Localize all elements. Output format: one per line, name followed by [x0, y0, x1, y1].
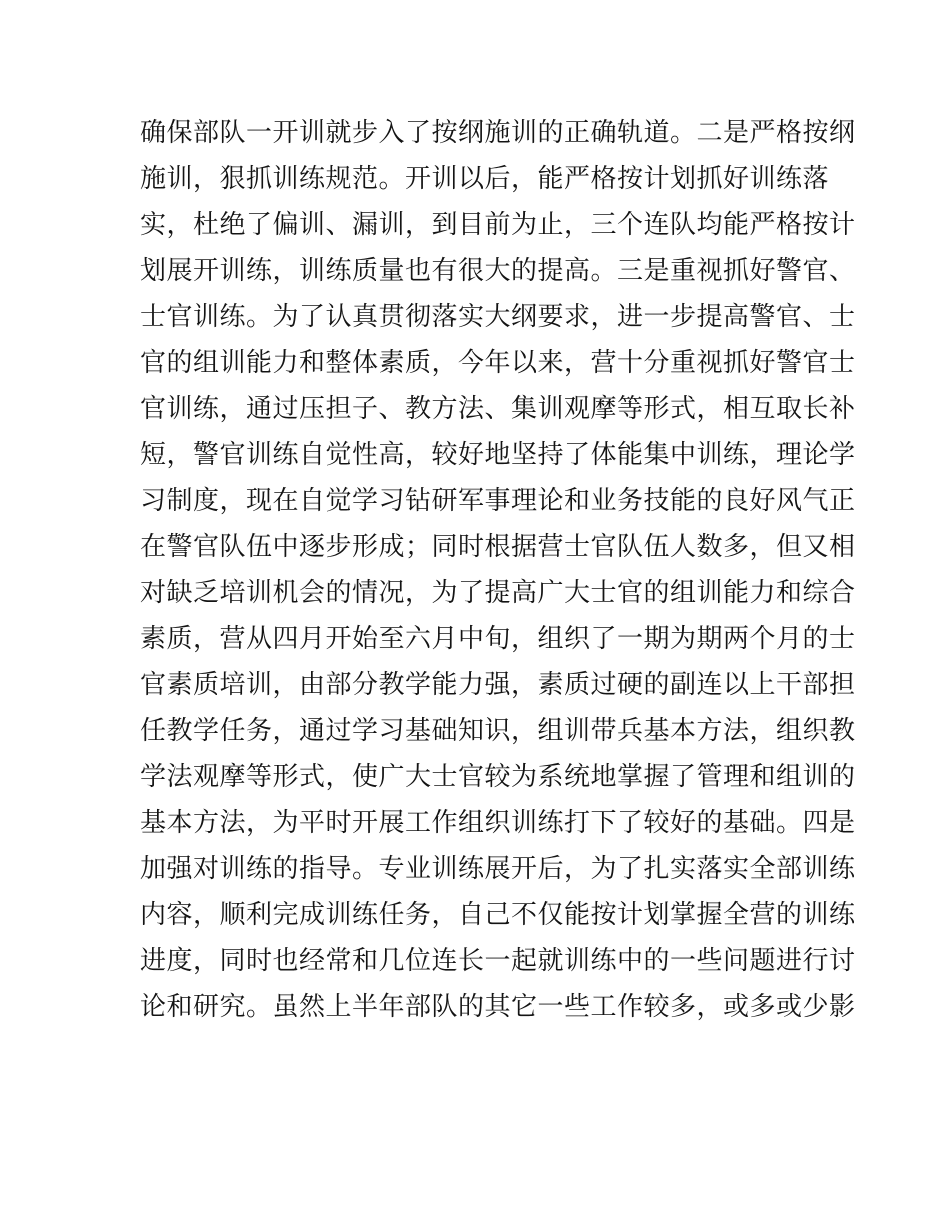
text-line: 施训，狠抓训练规范。开训以后，能严格按计划抓好训练落 [140, 164, 830, 194]
text-line: 士官训练。为了认真贯彻落实大纲要求，进一步提高警官、士 [140, 302, 856, 332]
text-line: 习制度，现在自觉学习钻研军事理论和业务技能的良好风气正 [140, 486, 856, 516]
body-paragraph [140, 110, 856, 1030]
text-line: 官的组训能力和整体素质，今年以来，营十分重视抓好警官士 [140, 348, 856, 378]
text-line: 进度，同时也经常和几位连长一起就训练中的一些问题进行讨 [140, 946, 856, 976]
text-line: 加强对训练的指导。专业训练展开后，为了扎实落实全部训练 [140, 854, 856, 884]
text-line: 素质，营从四月开始至六月中旬，组织了一期为期两个月的士 [140, 624, 856, 654]
text-line: 基本方法，为平时开展工作组织训练打下了较好的基础。四是 [140, 808, 856, 838]
text-line: 论和研究。虽然上半年部队的其它一些工作较多，或多或少影 [140, 992, 856, 1022]
text-line: 学法观摩等形式，使广大士官较为系统地掌握了管理和组训的 [140, 762, 856, 792]
text-line: 官训练，通过压担子、教方法、集训观摩等形式，相互取长补 [140, 394, 856, 424]
text-line: 实，杜绝了偏训、漏训，到目前为止，三个连队均能严格按计 [140, 210, 856, 240]
text-line: 在警官队伍中逐步形成；同时根据营士官队伍人数多，但又相 [140, 532, 856, 562]
text-line: 对缺乏培训机会的情况，为了提高广大士官的组训能力和综合 [140, 578, 856, 608]
text-line: 任教学任务，通过学习基础知识，组训带兵基本方法，组织教 [140, 716, 856, 746]
text-line: 短，警官训练自觉性高，较好地坚持了体能集中训练，理论学 [140, 440, 856, 470]
text-line: 划展开训练，训练质量也有很大的提高。三是重视抓好警官、 [140, 256, 856, 286]
text-line: 内容，顺利完成训练任务，自己不仅能按计划掌握全营的训练 [140, 900, 856, 930]
text-line: 官素质培训，由部分教学能力强，素质过硬的副连以上干部担 [140, 670, 856, 700]
text-line: 确保部队一开训就步入了按纲施训的正确轨道。二是严格按纲 [140, 118, 856, 148]
